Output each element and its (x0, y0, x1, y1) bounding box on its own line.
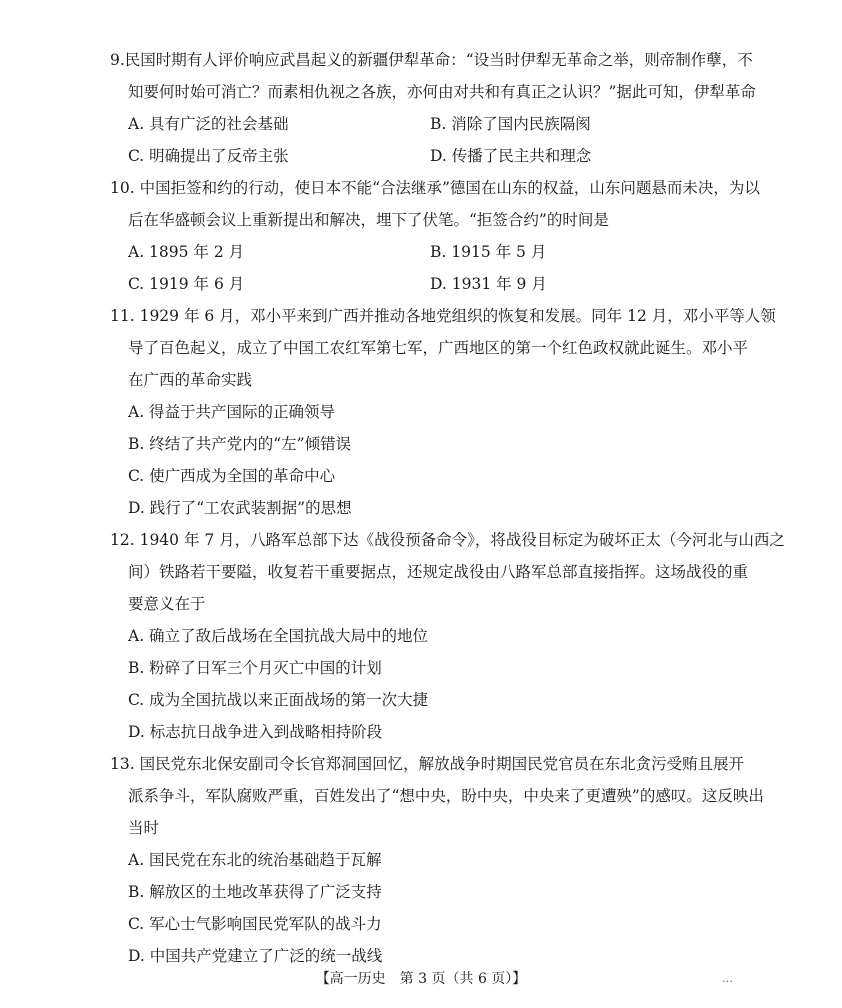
q11-option-d: D. 践行了“工农武装割据”的思想 (128, 499, 352, 517)
q9-stem-line-2: 知要何时始可消亡？而素相仇视之各族，亦何由对共和有真正之认识？”据此可知，伊犁革命 (128, 83, 756, 101)
q11-option-a: A. 得益于共产国际的正确领导 (128, 403, 336, 421)
q11-stem-line-3: 在广西的革命实践 (128, 371, 253, 389)
q13-stem-line-1: 13. 国民党东北保安副司令长官郑洞国回忆，解放战争时期国民党官员在东北贪污受贿且展开 (110, 755, 745, 773)
q10-option-d: D. 1931 年 9 月 (430, 275, 547, 293)
q10-option-c: C. 1919 年 6 月 (128, 275, 245, 293)
corner-mark: … (722, 972, 733, 985)
q9-option-a: A. 具有广泛的社会基础 (128, 115, 289, 133)
q13-stem-line-3: 当时 (128, 819, 160, 837)
q12-option-a: A. 确立了敌后战场在全国抗战大局中的地位 (128, 627, 429, 645)
q9-stem-line-1: 9.民国时期有人评价响应武昌起义的新疆伊犁革命：“设当时伊犁无革命之举，则帝制作孽，不 (110, 51, 753, 69)
q10-stem-line-1: 10. 中国拒签和约的行动，使日本不能“合法继承”德国在山东的权益，山东问题悬而未决，为以 (110, 179, 760, 197)
q13-option-c: C. 军心士气影响国民党军队的战斗力 (128, 915, 382, 933)
q10-stem-line-2: 后在华盛顿会议上重新提出和解决，埋下了伏笔。“拒签合约”的时间是 (128, 211, 609, 229)
q12-stem-line-2: 间）铁路若干要隘，收复若干重要据点，还规定战役由八路军总部直接指挥。这场战役的重 (128, 563, 749, 581)
q9-option-c: C. 明确提出了反帝主张 (128, 147, 289, 165)
q11-stem-line-1: 11. 1929 年 6 月，邓小平来到广西并推动各地党组织的恢复和发展。同年 12 月，邓小平等人领 (110, 307, 776, 325)
q13-stem-line-2: 派系争斗，军队腐败严重，百姓发出了“想中央，盼中央，中央来了更遭殃”的感叹。这反映出 (128, 787, 764, 805)
q12-option-d: D. 标志抗日战争进入到战略相持阶段 (128, 723, 383, 741)
q12-stem-line-3: 要意义在于 (128, 595, 206, 613)
q9-option-b: B. 消除了国内民族隔阂 (430, 115, 591, 133)
q12-option-b: B. 粉碎了日军三个月灭亡中国的计划 (128, 659, 382, 677)
q10-option-b: B. 1915 年 5 月 (430, 243, 547, 261)
q12-stem-line-1: 12. 1940 年 7 月，八路军总部下达《战役预备命令》，将战役目标定为破坏正太（今河北与山西之 (110, 531, 785, 549)
q11-option-b: B. 终结了共产党内的“左”倾错误 (128, 435, 352, 453)
q9-option-d: D. 传播了民主共和理念 (430, 147, 592, 165)
q10-option-a: A. 1895 年 2 月 (128, 243, 245, 261)
q13-option-a: A. 国民党在东北的统治基础趋于瓦解 (128, 851, 382, 869)
q11-option-c: C. 使广西成为全国的革命中心 (128, 467, 336, 485)
q13-option-b: B. 解放区的土地改革获得了广泛支持 (128, 883, 382, 901)
q13-option-d: D. 中国共产党建立了广泛的统一战线 (128, 947, 383, 965)
page-footer: 【高一历史 第 3 页（共 6 页）】 (315, 971, 527, 987)
q12-option-c: C. 成为全国抗战以来正面战场的第一次大捷 (128, 691, 429, 709)
q11-stem-line-2: 导了百色起义，成立了中国工农红军第七军，广西地区的第一个红色政权就此诞生。邓小平 (128, 339, 749, 357)
